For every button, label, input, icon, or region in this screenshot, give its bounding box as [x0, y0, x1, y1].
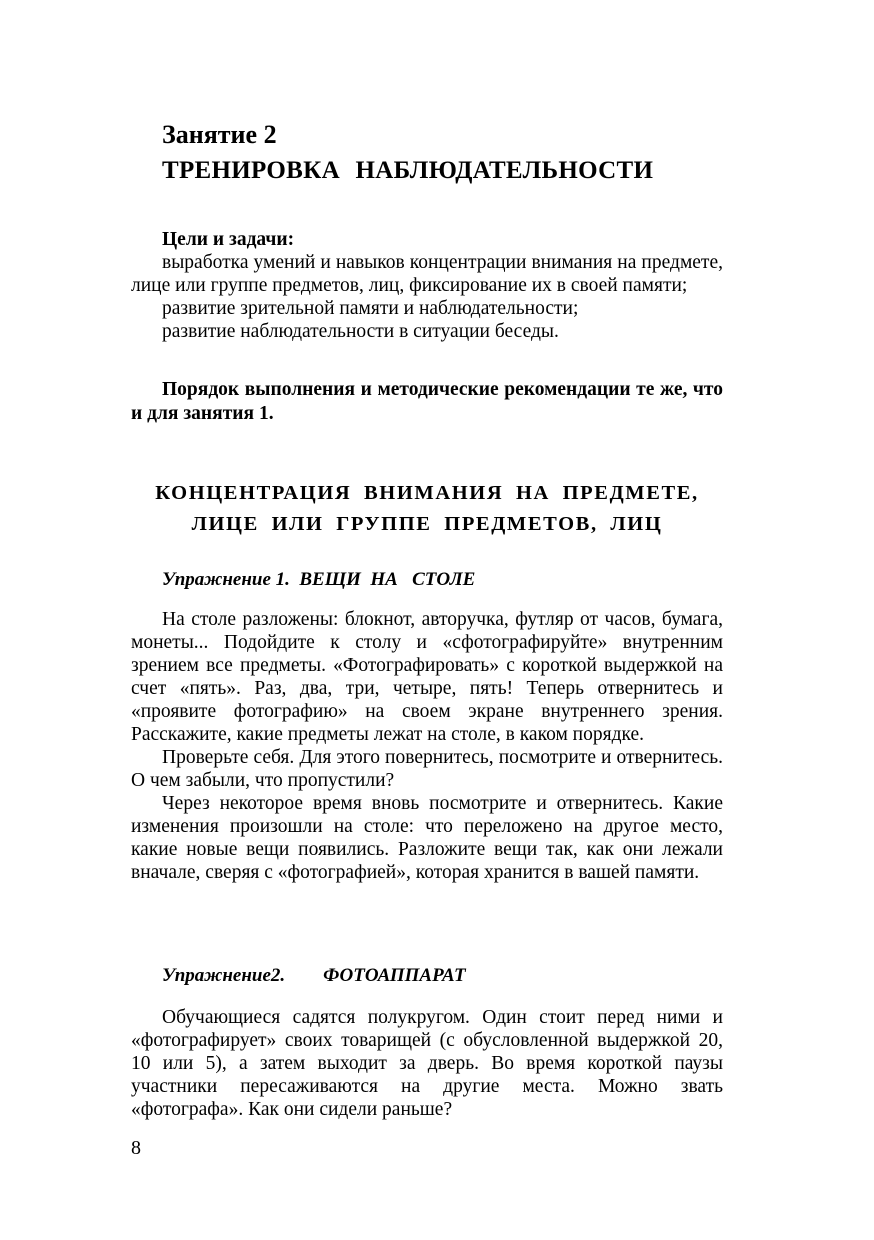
procedure-note: Порядок выполнения и методические рекомендации те же, что и для занятия 1.	[131, 379, 723, 424]
paragraph: На столе разложены: блокнот, авторучка, футляр от часов, бумага, монеты... Подойдите к столу и «сфотографируйте» внутренним зрением все предметы. «Фотографировать» с короткой выдержкой на счет «пять». Раз, два, три, четыре, пять! Теперь отвернитесь и «проявите фотографию» на своем экране внутреннего зрения. Расскажите, какие предметы лежат на столе, в каком порядке.	[131, 609, 723, 745]
goals-block	[131, 228, 723, 343]
exercise-1-title: Упражнение 1. ВЕЩИ НА СТОЛЕ	[162, 569, 476, 590]
section-heading-line: КОНЦЕНТРАЦИЯ ВНИМАНИЯ НА ПРЕДМЕТЕ,	[155, 482, 699, 504]
paragraph: Обучающиеся садятся полукругом. Один стоит перед ними и «фотографирует» своих товарищей (с обусловленной выдержкой 20, 10 или 5), а затем выходит за дверь. Во время короткой паузы участники пересаживаются на другие места. Можно звать «фотографа». Как они сидели раньше?	[131, 1007, 723, 1120]
paragraph: Проверьте себя. Для этого повернитесь, посмотрите и отвернитесь. О чем забыли, что пропустили?	[131, 747, 723, 791]
section-heading-line: ЛИЦЕ ИЛИ ГРУППЕ ПРЕДМЕТОВ, ЛИЦ	[191, 513, 663, 535]
exercise-2-title: Упражнение2. ФОТОАППАРАТ	[162, 965, 466, 986]
section-heading	[131, 478, 723, 540]
goal-item: развитие наблюдательности в ситуации беседы.	[162, 321, 559, 342]
goals-label: Цели и задачи:	[162, 229, 295, 250]
lesson-title: ТРЕНИРОВКА НАБЛЮДАТЕЛЬНОСТИ	[162, 157, 654, 184]
goal-item: развитие зрительной памяти и наблюдательности;	[162, 298, 579, 319]
exercise-1-body	[131, 608, 723, 884]
lesson-number: Занятие 2	[162, 120, 277, 149]
paragraph: Через некоторое время вновь посмотрите и отвернитесь. Какие изменения произошли на столе: что переложено на другое место, какие новые вещи появились. Разложите вещи так, как они лежали вначале, сверяя с «фотографией», которая хранится в вашей памяти.	[131, 793, 723, 883]
exercise-2-body	[131, 1006, 723, 1121]
page-number: 8	[131, 1137, 141, 1159]
goal-item: выработка умений и навыков концентрации внимания на предмете, лице или группе предметов, лиц, фиксирование их в своей памяти;	[131, 252, 723, 296]
